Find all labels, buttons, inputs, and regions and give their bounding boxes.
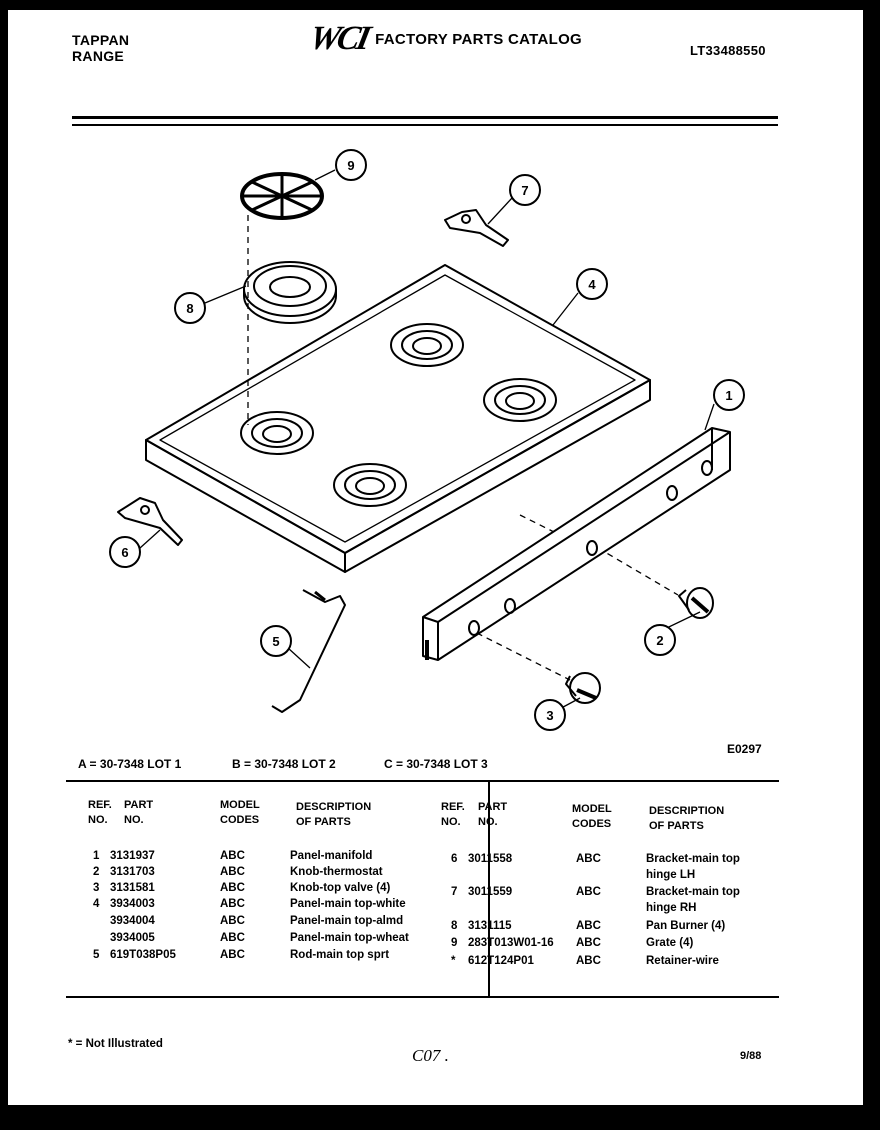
catalog-title: FACTORY PARTS CATALOG: [375, 30, 582, 48]
description-continued: hinge LH: [646, 869, 696, 881]
svg-text:4: 4: [588, 277, 596, 292]
model-codes: ABC: [576, 886, 601, 898]
part-no: 3011558: [468, 853, 513, 865]
bracket-hinge-rh: [445, 210, 508, 246]
part-no: 3934005: [110, 932, 155, 944]
ref-no: 6: [451, 853, 458, 865]
knob-top-valve: [566, 673, 600, 703]
model-codes: ABC: [220, 850, 245, 862]
description-continued: hinge RH: [646, 902, 697, 914]
model-codes: ABC: [576, 920, 601, 932]
ref-no: 2: [93, 866, 100, 878]
col-header-model-codes-right: MODEL CODES: [572, 803, 612, 830]
model-codes: ABC: [576, 937, 601, 949]
part-no: 3131937: [110, 850, 155, 862]
part-no: 3131703: [110, 866, 155, 878]
callout-8: [175, 293, 205, 323]
part-no: 283T013W01-16: [468, 937, 554, 949]
ref-no: 1: [93, 850, 100, 862]
part-no: 3131581: [110, 882, 155, 894]
description: Retainer-wire: [646, 955, 719, 967]
svg-text:9: 9: [347, 158, 355, 173]
model-codes: ABC: [220, 866, 245, 878]
model-codes: ABC: [576, 853, 601, 865]
ref-no: *: [451, 955, 456, 967]
part-no: 619T038P05: [110, 949, 176, 961]
col-header-description: DESCRIPTION OF PARTS: [296, 801, 372, 828]
model-codes: ABC: [220, 949, 245, 961]
svg-text:2: 2: [656, 633, 664, 648]
part-no: 3131115: [468, 920, 512, 932]
svg-text:1: 1: [725, 388, 733, 403]
wci-logo: WCI: [306, 20, 372, 57]
grate: [242, 174, 322, 218]
revision-date: 9/88: [740, 1050, 762, 1062]
description: Bracket-main top: [646, 886, 740, 898]
description: Panel-manifold: [290, 850, 373, 862]
model-codes: ABC: [220, 932, 245, 944]
model-codes: ABC: [220, 882, 245, 894]
description: Pan Burner (4): [646, 920, 726, 932]
col-header-model-codes: MODEL CODES: [220, 799, 260, 826]
col-header-part-no-right: PART NO.: [478, 801, 508, 828]
callout-5: [261, 626, 291, 656]
model-number: LT33488550: [690, 43, 766, 58]
description: Panel-main top-wheat: [290, 932, 409, 944]
parts-table: [66, 780, 779, 998]
callout-3: [535, 700, 565, 730]
description: Panel-main top-almd: [290, 915, 404, 927]
col-header-ref-no: REF. NO.: [88, 799, 112, 826]
description: Panel-main top-white: [290, 898, 406, 910]
ref-no: 4: [93, 898, 100, 910]
brand-name: TAPPAN: [72, 32, 130, 48]
callout-7: [510, 175, 540, 205]
diagram-code: E0297: [727, 742, 762, 756]
ref-no: 3: [93, 882, 100, 894]
svg-text:3: 3: [546, 708, 554, 723]
model-codes: ABC: [576, 955, 601, 967]
callout-2: [645, 625, 675, 655]
footnote: * = Not Illustrated: [68, 1038, 163, 1050]
model-codes: ABC: [220, 915, 245, 927]
ref-no: 8: [451, 920, 458, 932]
description: Rod-main top sprt: [290, 949, 390, 961]
ref-no: 9: [451, 937, 458, 949]
ref-no: 5: [93, 949, 100, 961]
part-no: 3934004: [110, 915, 155, 927]
part-no: 612T124P01: [468, 955, 534, 967]
lot-c: C = 30-7348 LOT 3: [384, 757, 488, 771]
callout-6: [110, 537, 140, 567]
callout-9: [336, 150, 366, 180]
ref-no: 7: [451, 886, 458, 898]
lot-a: A = 30-7348 LOT 1: [78, 757, 182, 771]
svg-text:6: 6: [121, 545, 129, 560]
page-number: C07 .: [412, 1046, 449, 1065]
description: Bracket-main top: [646, 853, 740, 865]
description: Knob-top valve (4): [290, 882, 391, 894]
description: Grate (4): [646, 937, 694, 949]
col-header-ref-no-right: REF. NO.: [441, 801, 465, 828]
svg-text:8: 8: [186, 301, 194, 316]
callout-4: [577, 269, 607, 299]
svg-text:5: 5: [272, 634, 280, 649]
svg-text:7: 7: [521, 183, 529, 198]
col-header-part-no: PART NO.: [124, 799, 154, 826]
col-header-description-right: DESCRIPTION OF PARTS: [649, 805, 725, 832]
part-no: 3011559: [468, 886, 513, 898]
description: Knob-thermostat: [290, 866, 383, 878]
lot-b: B = 30-7348 LOT 2: [232, 757, 336, 771]
model-codes: ABC: [220, 898, 245, 910]
pan-burner: [244, 262, 336, 323]
part-no: 3934003: [110, 898, 155, 910]
callout-1: [714, 380, 744, 410]
product-type: RANGE: [72, 48, 125, 64]
